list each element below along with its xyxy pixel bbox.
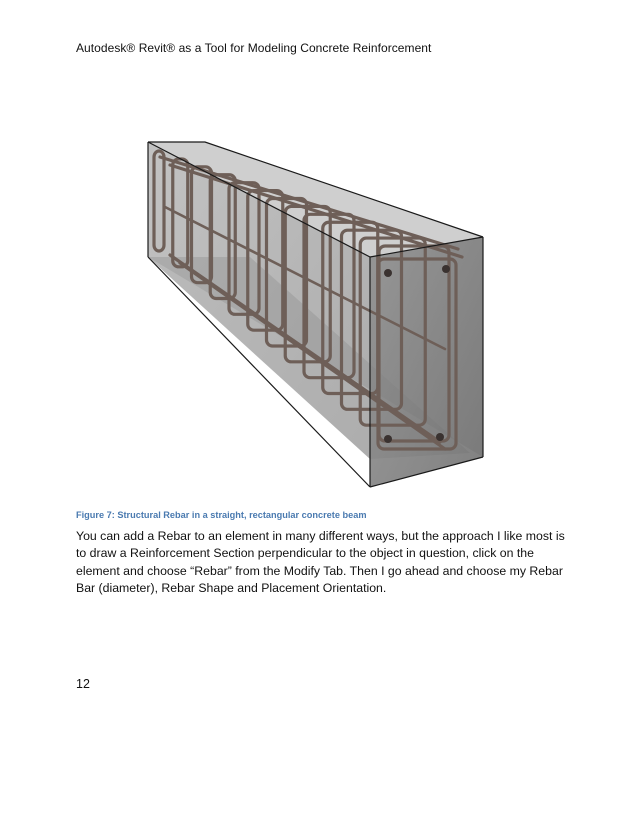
rebar-beam-illustration (140, 137, 492, 493)
body-paragraph: You can add a Rebar to an element in many different ways, but the approach I like most is to draw a Reinforcement Section perpendicular to the object in question, click on the element and choose “Rebar” from the Modify Tab. Then I go ahead and choose my Rebar Bar (diameter), Rebar Shape and Placement Orientation. (76, 529, 565, 596)
page-header: Autodesk® Revit® as a Tool for Modeling Concrete Reinforcement (76, 41, 432, 55)
figure-caption: Figure 7: Structural Rebar in a straight, rectangular concrete beam (76, 510, 367, 520)
rebar-end-section (442, 265, 450, 273)
rebar-end-section (384, 269, 392, 277)
rebar-end-section (436, 433, 444, 441)
page-number: 12 (76, 677, 90, 691)
figure-rebar-beam (140, 137, 492, 493)
rebar-end-section (384, 435, 392, 443)
